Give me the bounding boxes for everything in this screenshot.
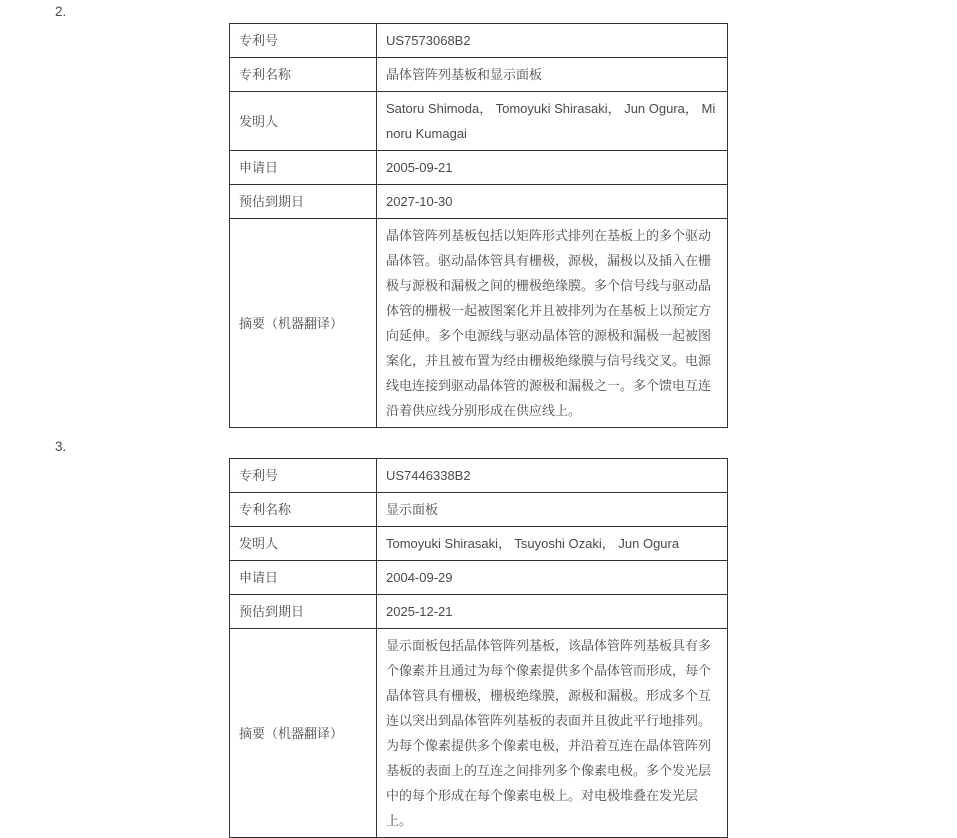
row-label: 专利名称 [230,493,377,527]
row-label: 发明人 [230,527,377,561]
patent-table [229,23,728,428]
row-label: 申请日 [230,561,377,595]
row-label: 预估到期日 [230,185,377,219]
row-value: 晶体管阵列基板和显示面板 [377,58,728,92]
row-label: 摘要（机器翻译） [230,629,377,838]
table-row [230,493,728,527]
row-value: US7573068B2 [377,24,728,58]
table-row [230,24,728,58]
row-value: 晶体管阵列基板包括以矩阵形式排列在基板上的多个驱动晶体管。驱动晶体管具有栅极，源极，漏极以及插入在栅极与源极和漏极之间的栅极绝缘膜。多个信号线与驱动晶体管的栅极一起被图案化并且被排列为在基板上以预定方向延伸。多个电源线与驱动晶体管的源极和漏极一起被图案化，并且被布置为经由栅极绝缘膜与信号线交叉。电源线电连接到驱动晶体管的源极和漏极之一。多个馈电互连沿着供应线分别形成在供应线上。 [377,219,728,428]
row-label: 发明人 [230,92,377,151]
table-row [230,219,728,428]
table-row [230,92,728,151]
row-label: 申请日 [230,151,377,185]
table-row [230,185,728,219]
patent-item-3 [0,438,957,838]
row-label: 摘要（机器翻译） [230,219,377,428]
row-value: US7446338B2 [377,459,728,493]
row-value: 显示面板 [377,493,728,527]
list-item-number: 2. [55,4,67,19]
table-row [230,595,728,629]
row-label: 专利号 [230,24,377,58]
list-item-number: 3. [55,439,67,454]
row-label: 专利号 [230,459,377,493]
row-value: Tomoyuki Shirasaki， Tsuyoshi Ozaki， Jun Ogura [377,527,728,561]
row-value: 显示面板包括晶体管阵列基板，该晶体管阵列基板具有多个像素并且通过为每个像素提供多个晶体管而形成，每个晶体管具有栅极，栅极绝缘膜，源极和漏极。形成多个互连以突出到晶体管阵列基板的表面并且彼此平行地排列。为每个像素提供多个像素电极，并沿着互连在晶体管阵列基板的表面上的互连之间排列多个像素电极。多个发光层中的每个形成在每个像素电极上。对电极堆叠在发光层上。 [377,629,728,838]
row-value: Satoru Shimoda， Tomoyuki Shirasaki， Jun Ogura， Minoru Kumagai [377,92,728,151]
row-value: 2027-10-30 [377,185,728,219]
row-value: 2005-09-21 [377,151,728,185]
patent-list [0,3,957,838]
patent-item-2 [0,3,957,428]
row-value: 2004-09-29 [377,561,728,595]
table-row [230,561,728,595]
row-value: 2025-12-21 [377,595,728,629]
patent-table-body [230,459,728,838]
patent-table [229,458,728,838]
table-row [230,629,728,838]
table-row [230,527,728,561]
table-row [230,459,728,493]
patent-table-body [230,24,728,428]
table-row [230,58,728,92]
row-label: 专利名称 [230,58,377,92]
row-label: 预估到期日 [230,595,377,629]
table-row [230,151,728,185]
